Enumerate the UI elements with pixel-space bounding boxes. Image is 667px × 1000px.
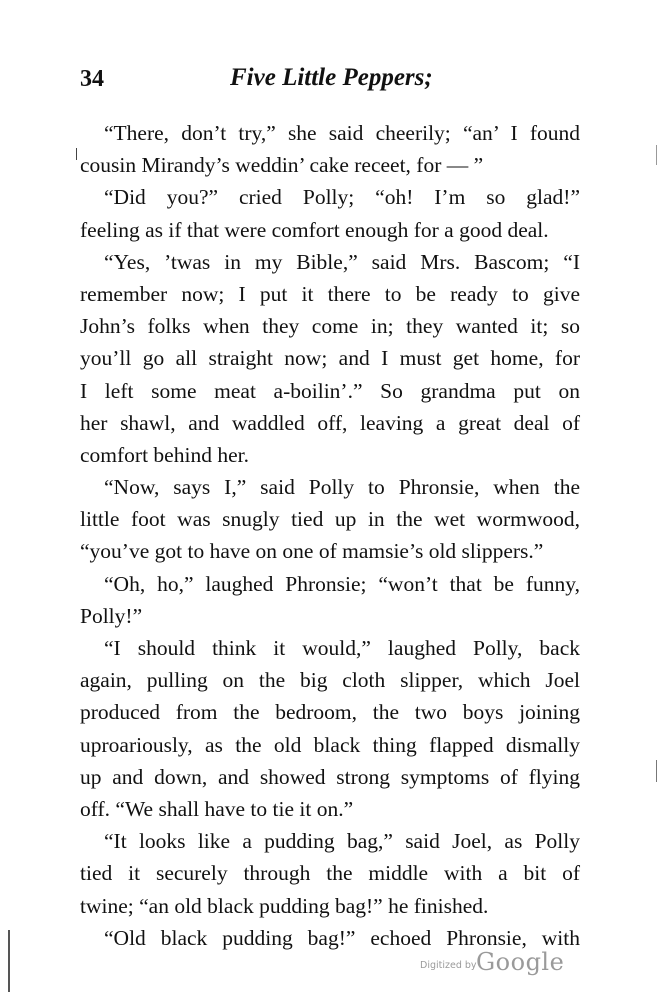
digitization-watermark [420, 948, 565, 978]
text-line: Polly!” [80, 603, 143, 628]
paragraph [80, 825, 580, 922]
paragraph [80, 246, 580, 471]
text-line: “It looks like a pudding bag,” said Joel, as Polly [104, 829, 580, 854]
text-line: up and down, and showed strong symptoms of flying [80, 764, 580, 789]
text-line: remember now; I put it there to be ready to give [80, 281, 580, 306]
running-title: Five Little Peppers; [230, 64, 433, 91]
text-line: her shawl, and waddled off, leaving a great deal of [80, 410, 580, 435]
text-line: “There, don’t try,” she said cheerily; “an’ I found [104, 121, 580, 145]
scan-artifact [656, 760, 657, 782]
text-line: feeling as if that were comfort enough for a good deal. [80, 217, 549, 242]
text-line: “Now, says I,” said Polly to Phronsie, when the [104, 475, 580, 500]
text-line: comfort behind her. [80, 442, 249, 467]
text-line: twine; “an old black pudding bag!” he finished. [80, 893, 489, 918]
scan-artifact [656, 145, 657, 165]
paragraph [80, 632, 580, 825]
text-line: tied it securely through the middle with a bit of [80, 861, 580, 886]
body-text [80, 117, 580, 954]
text-line: little foot was snugly tied up in the wet wormwood, [80, 507, 580, 532]
watermark-brand: Google [476, 948, 565, 976]
scan-artifact [76, 148, 77, 160]
paragraph [80, 471, 580, 568]
text-line: cousin Mirandy’s weddin’ cake receet, for — ” [80, 153, 484, 178]
text-line: you’ll go all straight now; and I must get home, for [80, 346, 580, 371]
text-line: uproariously, as the old black thing flapped dismally [80, 732, 580, 757]
text-line: “Old black pudding bag!” echoed Phronsie, with [104, 925, 580, 950]
page-number: 34 [80, 66, 104, 92]
watermark-prefix: Digitized by [420, 960, 477, 971]
text-line: I left some meat a-boilin’.” So grandma put on [80, 378, 580, 403]
paragraph [80, 117, 580, 181]
text-line: off. “We shall have to tie it on.” [80, 796, 354, 821]
text-line: “Did you?” cried Polly; “oh! I’m so glad!” [104, 185, 580, 210]
text-line: John’s folks when they come in; they wanted it; so [80, 314, 580, 339]
text-line: “you’ve got to have on one of mamsie’s old slippers.” [80, 539, 544, 564]
text-line: produced from the bedroom, the two boys joining [80, 700, 580, 725]
text-line: again, pulling on the big cloth slipper, which Joel [80, 668, 580, 693]
scan-artifact [8, 930, 10, 992]
text-line: “Yes, ’twas in my Bible,” said Mrs. Bascom; “I [104, 249, 580, 274]
paragraph [80, 181, 580, 245]
text-line: “I should think it would,” laughed Polly, back [104, 636, 580, 660]
text-line: “Oh, ho,” laughed Phronsie; “won’t that be funny, [104, 571, 580, 596]
running-head [80, 58, 580, 98]
paragraph [80, 568, 580, 632]
